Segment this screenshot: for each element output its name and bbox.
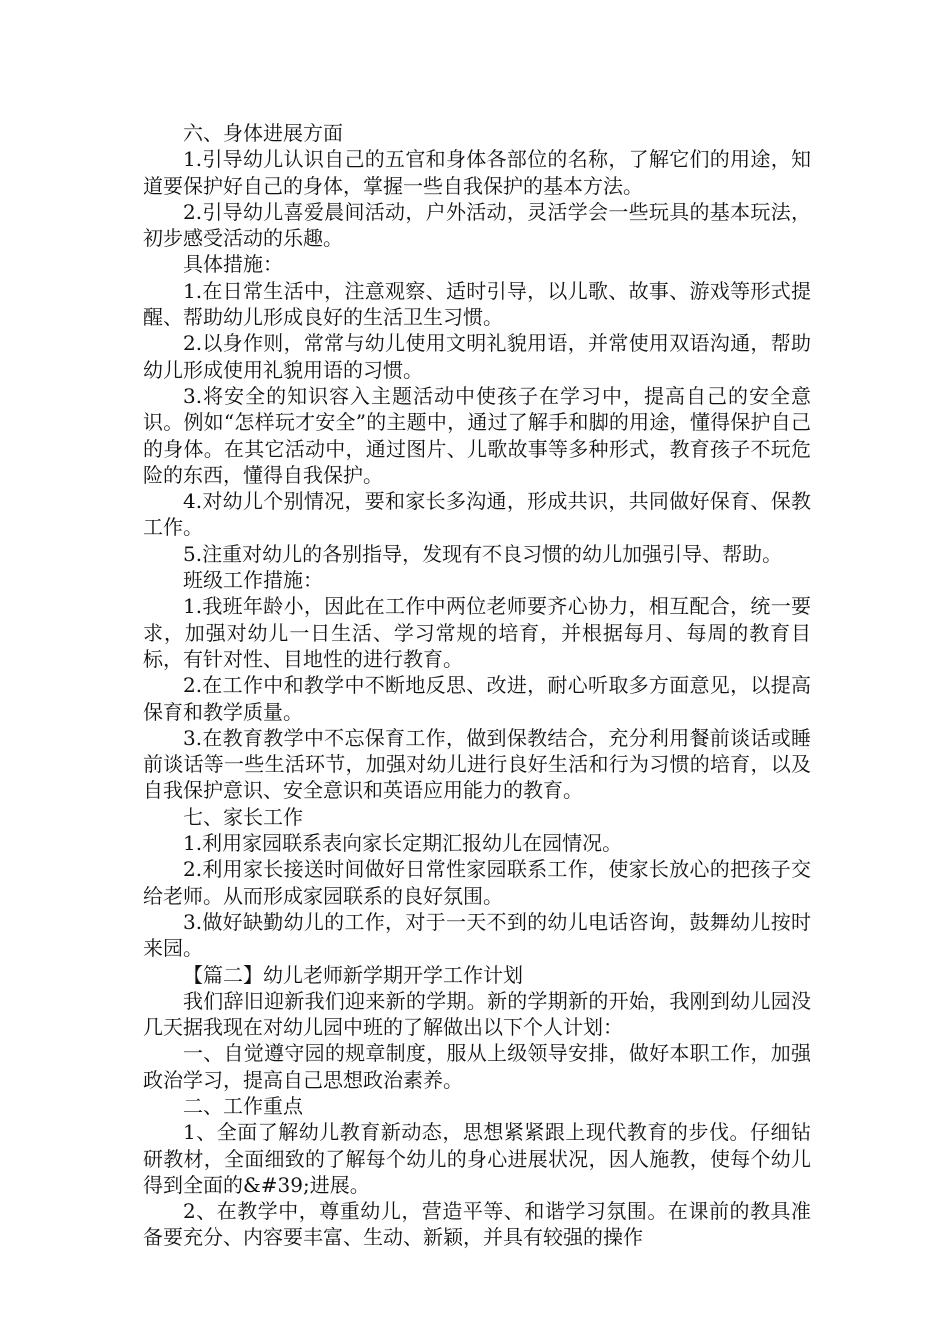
paragraph: 3.将安全的知识容入主题活动中使孩子在学习中，提高自己的安全意识。例如“怎样玩才安全”的主题中，通过了解手和脚的用途，懂得保护自己的身体。在其它活动中，通过图片、儿歌故事等多种形式，教育孩子不玩危险的东西，懂得自我保护。 [143, 383, 811, 487]
paragraph: 1.利用家园联系表向家长定期汇报幼儿在园情况。 [183, 831, 623, 856]
paragraph: 2.引导幼儿喜爱晨间活动，户外活动，灵活学会一些玩具的基本玩法，初步感受活动的乐趣。 [143, 199, 811, 251]
document-body [143, 120, 811, 1251]
paragraph: 1.在日常生活中，注意观察、适时引导，以儿歌、故事、游戏等形式提醒、帮助幼儿形成良好的生活卫生习惯。 [143, 278, 811, 330]
paragraph: 1.引导幼儿认识自己的五官和身体各部位的名称，了解它们的用途，知道要保护好自己的身体，掌握一些自我保护的基本方法。 [143, 147, 811, 198]
paragraph: 1、全面了解幼儿教育新动态，思想紧紧跟上现代教育的步伐。仔细钻研教材，全面细致的了解每个幼儿的身心进展状况，因人施教，使每个幼儿得到全面的&#39;进展。 [143, 1120, 811, 1197]
paragraph: 2.在工作中和教学中不断地反思、改进，耐心听取多方面意见，以提高保育和教学质量。 [143, 673, 811, 724]
paragraph: 4.对幼儿个别情况，要和家长多沟通，形成共识，共同做好保育、保教工作。 [143, 489, 811, 540]
section-heading-parents: 七、家长工作 [183, 804, 303, 829]
paragraph: 我们辞旧迎新我们迎来新的学期。新的学期新的开始，我刚到幼儿园没几天据我现在对幼儿园中班的了解做出以下个人计划： [143, 988, 811, 1040]
paragraph: 3.做好缺勤幼儿的工作，对于一天不到的幼儿电话咨询，鼓舞幼儿按时来园。 [143, 909, 811, 961]
paragraph: 2.以身作则，常常与幼儿使用文明礼貌用语，并常使用双语沟通，帮助幼儿形成使用礼貌用语的习惯。 [143, 331, 811, 382]
paragraph: 3.在教育教学中不忘保育工作，做到保教结合，充分利用餐前谈话或睡前谈话等一些生活环节，加强对幼儿进行良好生活和行为习惯的培育，以及自我保护意识、安全意识和英语应用能力的教育。 [143, 725, 811, 803]
paragraph: 一、自觉遵守园的规章制度，服从上级领导安排，做好本职工作，加强政治学习，提高自己思想政治素养。 [143, 1041, 811, 1092]
subheading-measures: 具体措施： [183, 252, 283, 277]
section-heading-focus: 二、工作重点 [183, 1093, 303, 1118]
paragraph: 2、在教学中，尊重幼儿，营造平等、和谐学习氛围。在课前的教具准备要充分、内容要丰富、生动、新颖，并具有较强的操作 [143, 1199, 811, 1250]
paragraph: 5.注重对幼儿的各别指导，发现有不良习惯的幼儿加强引导、帮助。 [183, 541, 783, 566]
paragraph: 2.利用家长接送时间做好日常性家园联系工作，使家长放心的把孩子交给老师。从而形成家园联系的良好氛围。 [143, 857, 811, 908]
article-title: 【篇二】幼儿老师新学期开学工作计划 [183, 962, 523, 987]
paragraph: 1.我班年龄小，因此在工作中两位老师要齐心协力，相互配合，统一要求，加强对幼儿一日生活、学习常规的培育，并根据每月、每周的教育目标，有针对性、目地性的进行教育。 [143, 594, 811, 671]
subheading-class-measures: 班级工作措施： [183, 568, 323, 593]
section-heading-physical: 六、身体进展方面 [183, 121, 343, 145]
